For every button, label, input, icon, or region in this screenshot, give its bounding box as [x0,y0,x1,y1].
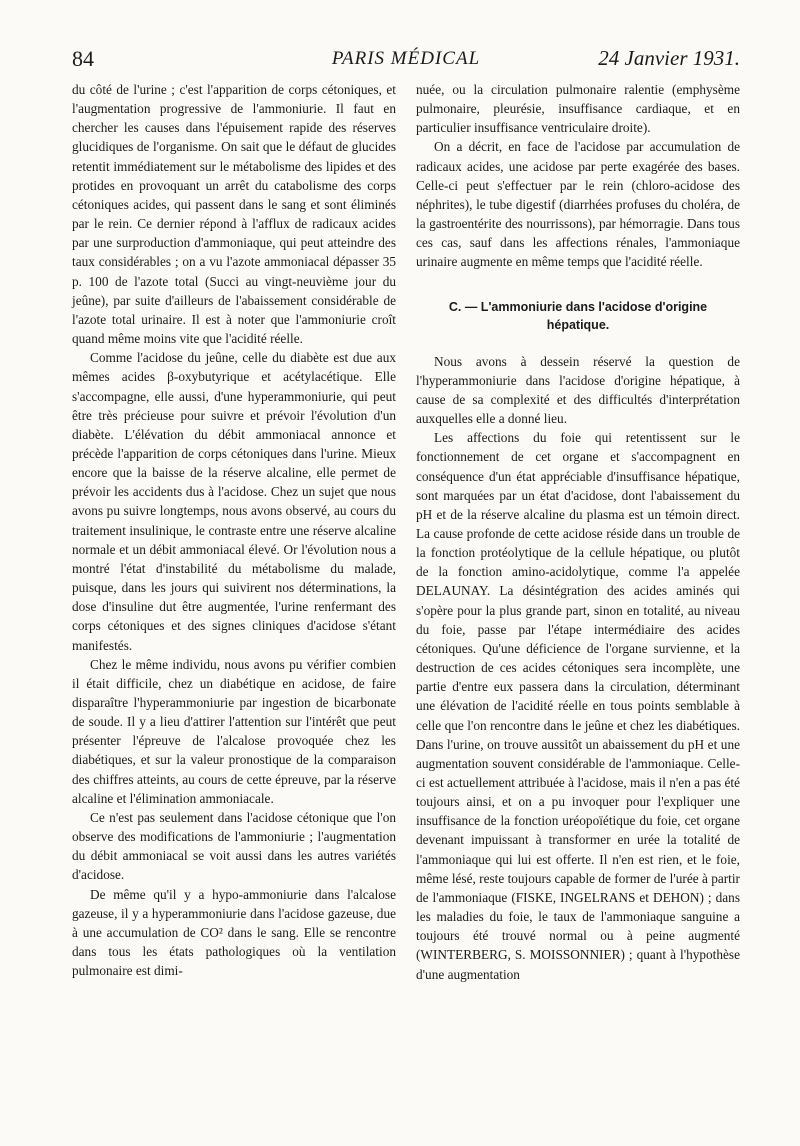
issue-date: 24 Janvier 1931. [598,46,740,70]
journal-title: PARIS MÉDICAL [331,48,481,69]
section-title: C. — L'ammoniurie dans l'acidose d'origine hépatique. [448,299,708,332]
page-number: 84 [72,46,94,71]
paragraph: Les affections du foie qui retentissent sur le fonctionnement de cet organe et s'accompagnent en conséquence d'un état appréciable d'insuffisance hépatique, sont marquées par un état d'acidose, dont l'abaissement du pH et de la réserve alcaline du plasma est un témoin direct. La cause profonde de cette acidose réside dans un trouble de la fonction protéolytique de la cellule hépatique, ou plutôt de la fonction amino-acidolytique, comme l'a appelée DELAUNAY. La désintégration des acides aminés qui s'opère pour la plus grande part, sinon en totalité, au niveau du foie, passe par l'étape intermédiaire des acides cétoniques. Qu'une déficience de l'organe survienne, et la destruction de ces acides cétoniques sera incomplète, une partie d'entre eux passera dans la circulation, déterminant une élévation de l'acidité réelle en tous points semblable à celle que l'on rencontre dans le jeûne et chez les diabétiques. Dans l'urine, on trouve aussitôt un abaissement du pH et une augmentation souvent considérable de l'ammoniaque. Celle-ci est actuellement attribuée à l'acidose, mais il n'en a pas été toujours ainsi, et on a pu invoquer pour l'expliquer une insuffisance de la fonction uréopoïétique du foie, cet organe devenant impuissant à transformer en urée la totalité de l'ammoniaque qui lui est offerte. Il n'en est rien, et le foie, même lésé, reste toujours capable de former de l'urée à partir de l'ammoniaque (FISKE, INGELRANS et DEHON) ; dans les maladies du foie, le taux de l'ammoniaque sanguine a toujours été trouvé normal ou à peine augmenté (WINTERBERG, S. MOISSONNIER) ; quant à l'hypothèse d'une augmentation [416,430,740,982]
right-column [416,80,740,984]
paragraph: Comme l'acidose du jeûne, celle du diabète est due aux mêmes acides β-oxybutyrique et acétylacétique. Elle s'accompagne, elle aussi, d'une hyperammoniurie, qui peut être très précieuse pour suivre et prévoir l'évolution d'un diabète. L'élévation du débit ammoniacal annonce et précède l'apparition de corps cétoniques dans l'urine. Mieux encore que la baisse de la réserve alcaline, elle permet de prévoir les accidents dus à l'acidose. Chez un sujet que nous avons pu suivre longtemps, nous avons observé, au cours du traitement insulinique, le contraste entre une réserve alcaline normale et un débit ammoniacal élevé. Or l'évolution nous a montré l'état d'instabilité du métabolisme du malade, puisque, dans les jours qui suivirent nos déterminations, la dose d'insuline dut être augmentée, l'urine renfermant des corps cétoniques et des signes cliniques d'acidose s'étant manifestés. [72,350,396,653]
paragraph: Nous avons à dessein réservé la question de l'hyperammoniurie dans l'acidose d'origine hépatique, à cause de sa complexité et des difficultés d'interprétation auxquelles elle a donné lieu. [416,353,740,427]
left-column [72,80,396,980]
paragraph: nuée, ou la circulation pulmonaire ralentie (emphysème pulmonaire, pleurésie, insuffisance cardiaque, et en particulier insuffisance ventriculaire droite). [416,82,740,136]
paragraph: du côté de l'urine ; c'est l'apparition de corps cétoniques, et l'augmentation progressive de l'ammoniurie. Il faut en chercher les causes dans l'épuisement rapide des réserves glucidiques de l'organisme. On sait que le défaut de glucides retentit immédiatement sur le métabolisme des lipides et des protides en provoquant un arrêt du catabolisme des corps cétoniques acides, qui passent dans le sang et sont éliminés par le rein. Ce dernier répond à l'afflux de radicaux acides par une surproduction d'ammoniaque, qui peut atteindre des taux considérables ; on a vu l'azote ammoniacal dépasser 35 p. 100 de l'azote total (Succi au vingt-neuvième jour du jeûne), par suite d'ailleurs de l'abaissement considérable de l'azote total urinaire. Il est à noter que l'ammoniurie croît quand même moins vite que l'acidité réelle. [72,82,396,347]
page-header [72,46,740,76]
paragraph: On a décrit, en face de l'acidose par accumulation de radicaux acides, une acidose par perte exagérée des bases. Celle-ci peut s'effectuer par le rein (chloro-acidose des néphrites), le tube digestif (diarrhées profuses du choléra, de la gastroentérite des nourrissons), par hémorragie. Dans tous ces cas, sauf dans les affections rénales, l'ammoniaque urinaire augmente en même temps que l'acidité réelle. [416,139,740,270]
paragraph: Chez le même individu, nous avons pu vérifier combien il était difficile, chez un diabétique en acidose, de faire disparaître l'hyperammoniurie par ingestion de bicarbonate de soude. Il y a lieu d'attirer l'attention sur l'intérêt que peut présenter l'épreuve de l'alcalose provoquée chez les diabétiques, et sur la valeur pronostique de la comparaison des chiffres atteints, au cours de cette épreuve, par la réserve alcaline et l'élimination ammoniacale. [72,656,396,806]
paragraph: Ce n'est pas seulement dans l'acidose cétonique que l'on observe des modifications de l'ammoniurie ; l'augmentation du débit ammoniacal se voit aussi dans les autres variétés d'acidose. [72,809,396,883]
paragraph: De même qu'il y a hypo-ammoniurie dans l'alcalose gazeuse, il y a hyperammoniurie dans l'acidose gazeuse, due à une accumulation de CO² dans le sang. Elle se rencontre dans tous les états pathologiques où la ventilation pulmonaire est dimi- [72,886,396,979]
